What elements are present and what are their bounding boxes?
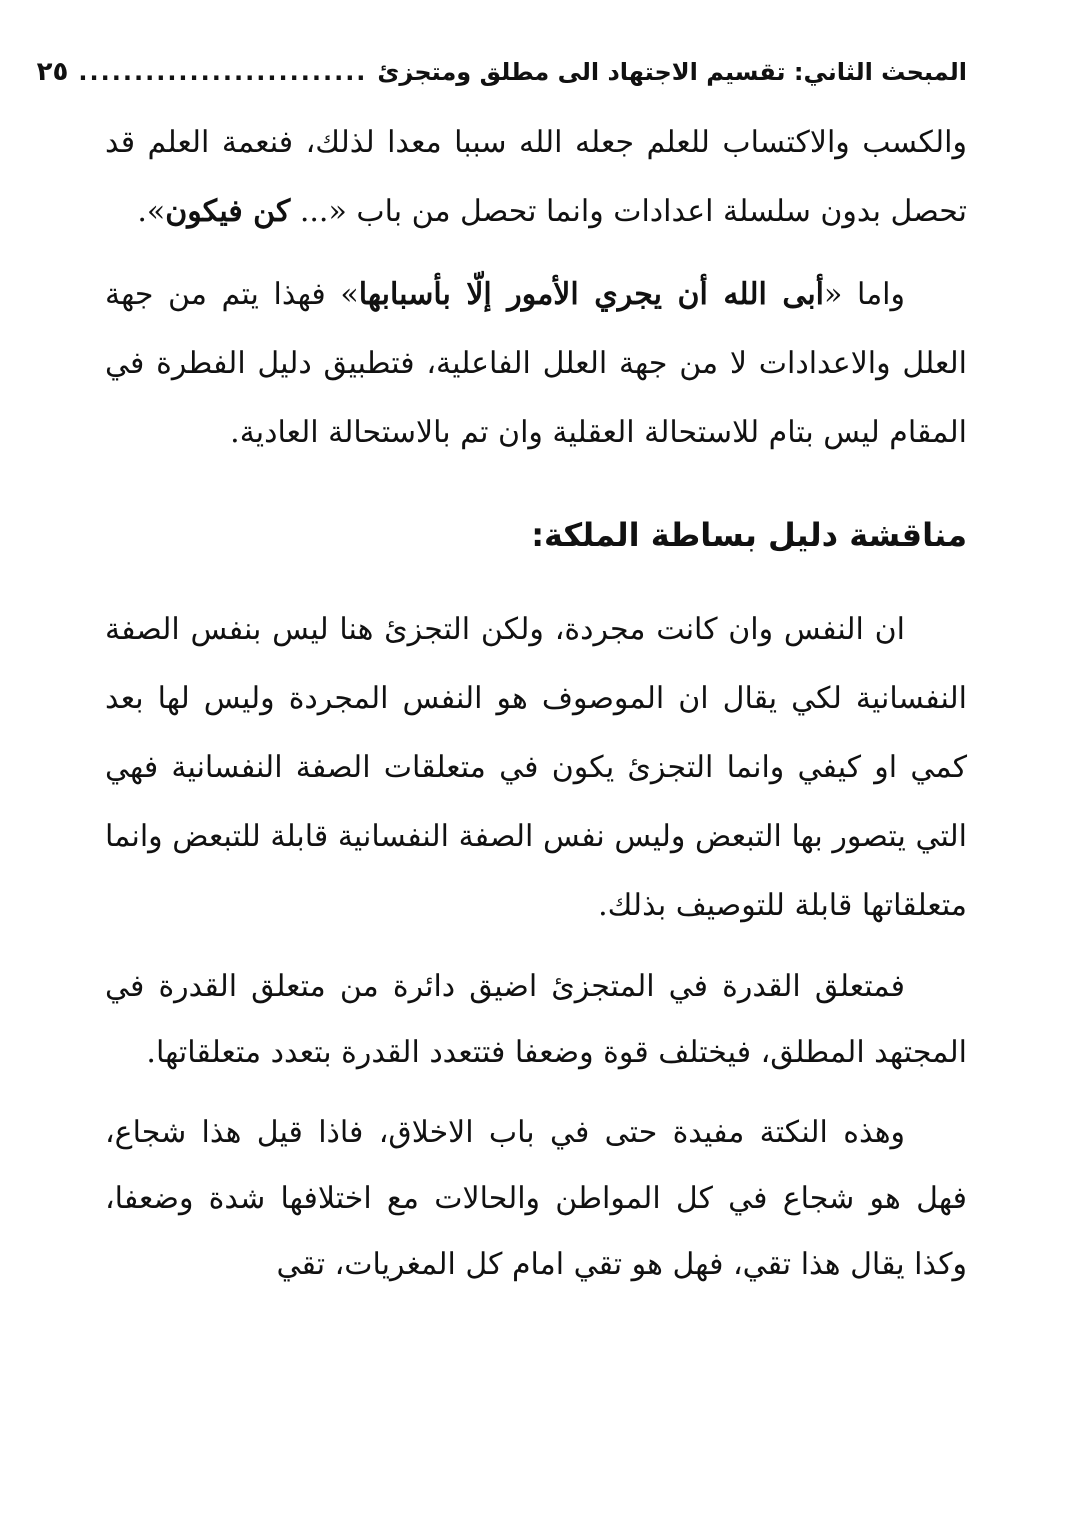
paragraph-1-end: ». bbox=[137, 194, 166, 229]
paragraph-1 bbox=[105, 108, 967, 246]
paragraph-2-open: واما « bbox=[824, 277, 906, 312]
paragraph-1-text: والكسب والاكتساب للعلم جعله الله سببا معدا لذلك، فنعمة العلم قد تحصل بدون سلسلة اعدادات وانما تحصل من باب «... bbox=[105, 125, 967, 229]
running-header bbox=[36, 50, 967, 94]
leader-dots: .......................... bbox=[78, 58, 368, 86]
paragraph-1-quote: كن فيكون bbox=[165, 194, 291, 229]
paragraph-2 bbox=[105, 260, 967, 467]
section-paragraph-1: ان النفس وان كانت مجردة، ولكن التجزئ هنا ليس بنفس الصفة النفسانية لكي يقال ان الموصوف هو النفس المجردة وليس لها بعد كمي او كيفي وانما التجزئ يكون في متعلقات الصفة النفسانية فهي التي يتصور بها التبعض وليس نفس الصفة النفسانية قابلة للتبعض وانما متعلقاتها قابلة للتوصيف بذلك. bbox=[105, 612, 967, 923]
book-page bbox=[36, 50, 967, 1298]
section-heading: مناقشة دليل بساطة الملكة: bbox=[531, 516, 967, 554]
paragraph-2-quote: أبى الله أن يجري الأمور إلّا بأسبابها bbox=[358, 277, 825, 312]
page-number: ٢٥ bbox=[36, 57, 69, 87]
paragraph-2-text: » فهذا يتم من جهة العلل والاعدادات لا من جهة العلل الفاعلية، فتطبيق دليل الفطرة في المقام ليس بتام للاستحالة العقلية وان تم بالاستحالة العادية. bbox=[105, 277, 967, 450]
section-paragraph-2: فمتعلق القدرة في المتجزئ اضيق دائرة من متعلق القدرة في المجتهد المطلق، فيختلف قوة وضعفا فتتعدد القدرة بتعدد متعلقاتها. bbox=[105, 969, 967, 1070]
chapter-title: المبحث الثاني: تقسيم الاجتهاد الى مطلق ومتجزئ bbox=[377, 58, 967, 86]
section-paragraph-3: وهذه النكتة مفيدة حتى في باب الاخلاق، فاذا قيل هذا شجاع، فهل هو شجاع في كل المواطن والحالات مع اختلافها شدة وضعفا، وكذا يقال هذا تقي، فهل هو تقي امام كل المغريات، تقي bbox=[105, 1115, 967, 1282]
